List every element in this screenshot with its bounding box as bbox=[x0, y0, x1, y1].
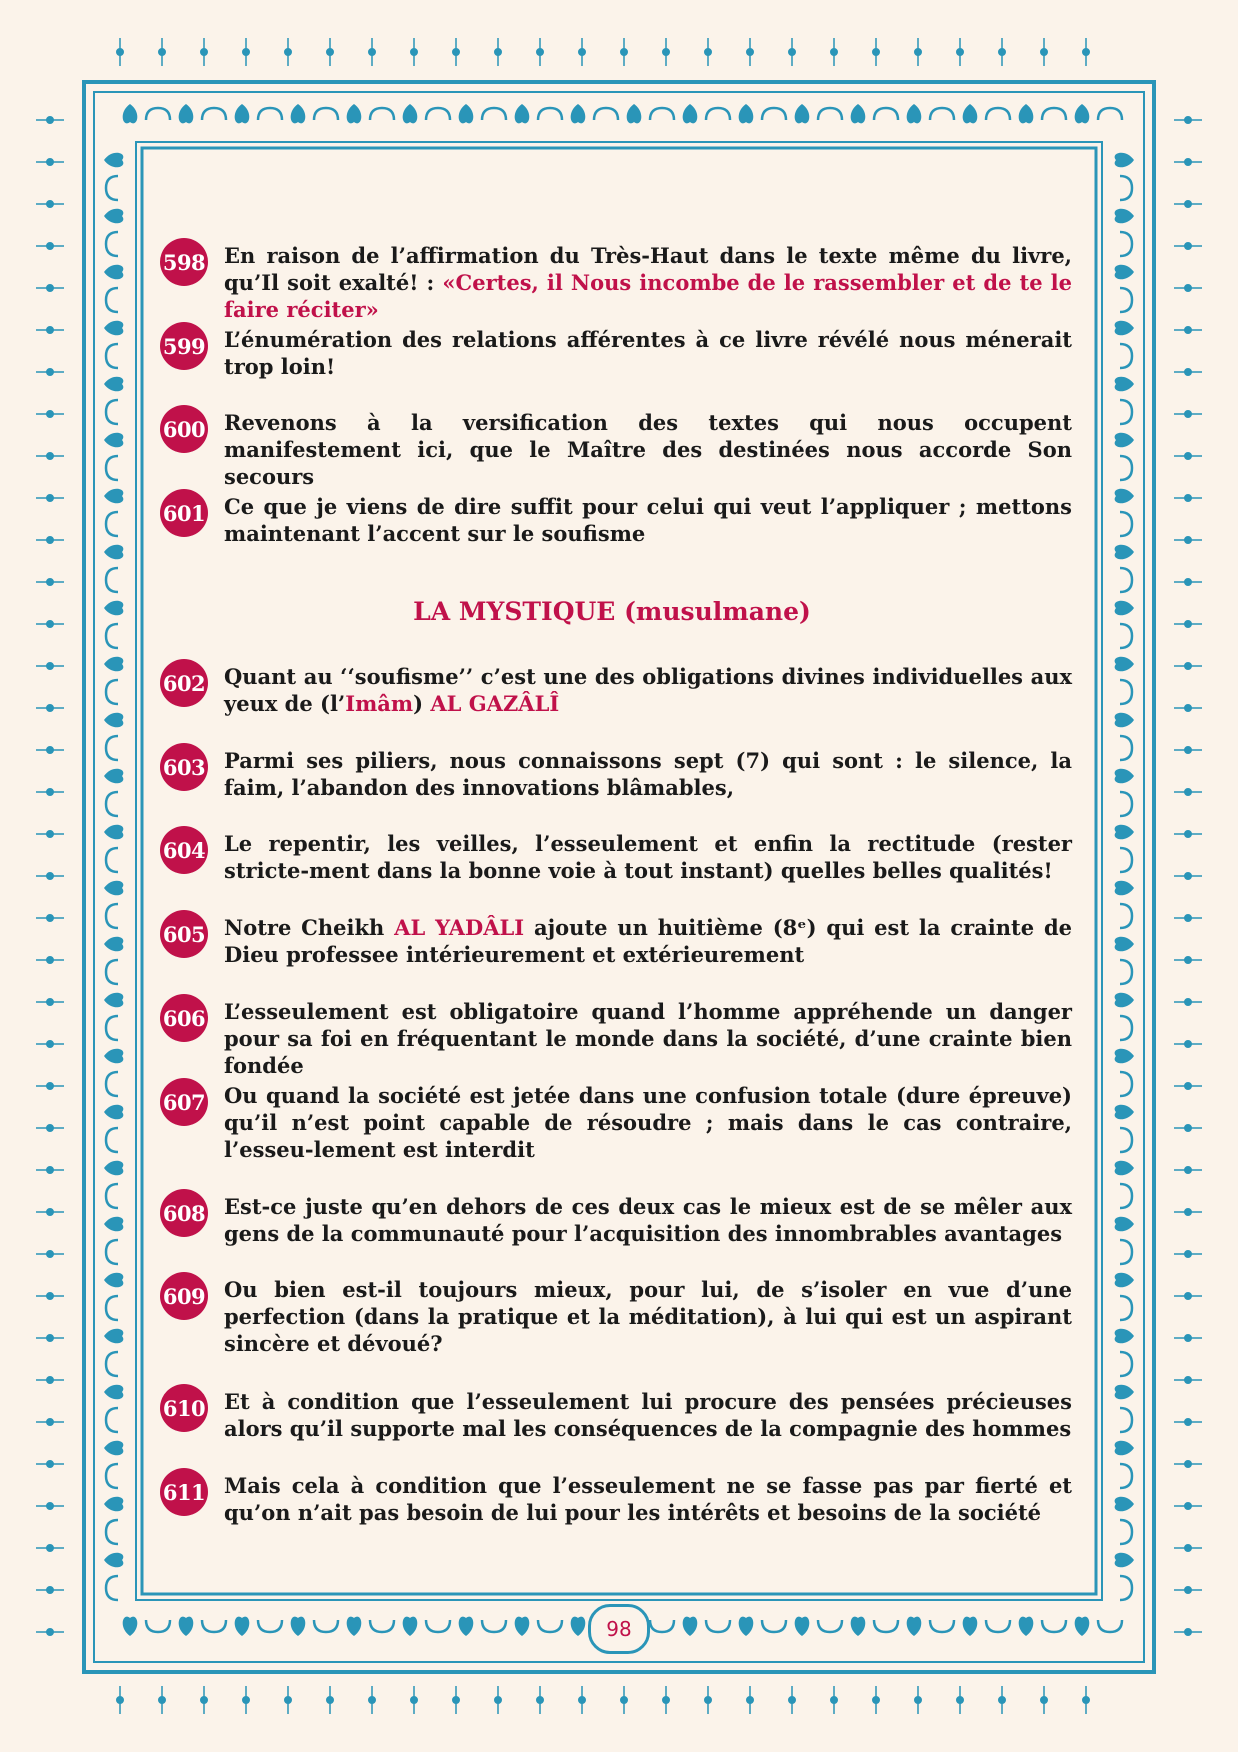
verse-text bbox=[224, 663, 1072, 717]
verse-text-part: ajoute un huitième (8ᵉ) qui est la crainte de Dieu professee intérieurement et extérieurement bbox=[224, 915, 1073, 967]
verse-text-part: L’esseulement est obligatoire quand l’homme appréhende un danger pour sa foi en fréquentant le monde dans la société, d’une crainte bien fondée bbox=[224, 999, 1072, 1078]
highlighted-text: «Certes, il Nous incombe de le rassembler et de te le faire réciter» bbox=[224, 270, 1073, 322]
verse-number-badge: 605 bbox=[160, 910, 208, 958]
verse-number-badge: 601 bbox=[160, 489, 208, 537]
verse-text bbox=[224, 1472, 1072, 1526]
verse-text bbox=[224, 326, 1072, 380]
verse-number-badge: 598 bbox=[160, 238, 208, 286]
verse-text bbox=[224, 242, 1072, 323]
verse-text bbox=[224, 914, 1072, 968]
verse-text-part: Ou bien est-il toujours mieux, pour lui, de s’isoler en vue d’une perfection (dans la pratique et la méditation), à lui qui est un aspirant sincère et dévoué? bbox=[224, 1277, 1072, 1356]
verse-text bbox=[224, 1193, 1072, 1247]
verse-number-badge: 602 bbox=[160, 659, 208, 707]
verse-number-badge: 611 bbox=[160, 1468, 208, 1516]
verse-text bbox=[224, 747, 1072, 801]
verse-text bbox=[224, 493, 1072, 547]
verse-text-part: Notre Cheikh bbox=[224, 915, 395, 940]
verse-text-part: L’énumération des relations afférentes à ce livre révélé nous ménerait trop loin! bbox=[224, 327, 1072, 379]
verse-number-badge: 609 bbox=[160, 1272, 208, 1320]
verse-text-part: Ce que je viens de dire suffit pour celui qui veut l’appliquer ; mettons maintenant l’accent sur le soufisme bbox=[224, 494, 1072, 546]
verse-text-part: En raison de l’affirmation du Très-Haut dans le texte même du livre, qu’Il soit exalté! : bbox=[224, 243, 1072, 295]
verse-text bbox=[224, 1388, 1072, 1442]
verse-text bbox=[224, 830, 1072, 884]
page-number: 98 bbox=[588, 1604, 650, 1654]
verse-text-part: Parmi ses piliers, nous connaissons sept (7) qui sont : le silence, la faim, l’abandon des innovations blâmables, bbox=[224, 748, 1072, 800]
section-title bbox=[152, 597, 1072, 626]
verse-text-part: Quant au ‘‘soufisme’’ c’est une des obligations divines individuelles aux yeux de (l’ bbox=[224, 664, 1072, 716]
verse-text-part: Ou quand la société est jetée dans une confusion totale (dure épreuve) qu’il n’est point capable de résoudre ; mais dans le cas contraire, l’esseu-lement est interdit bbox=[224, 1083, 1072, 1162]
page-content bbox=[152, 160, 1072, 1580]
verse-number-badge: 606 bbox=[160, 994, 208, 1042]
verse-text-part: Et à condition que l’esseulement lui procure des pensées précieuses alors qu’il supporte mal les conséquences de la compagnie des hommes bbox=[224, 1389, 1072, 1441]
verse-number-badge: 610 bbox=[160, 1384, 208, 1432]
verse-number-badge: 604 bbox=[160, 826, 208, 874]
verse-number-badge: 600 bbox=[160, 405, 208, 453]
verse-text-part: ) bbox=[413, 691, 431, 716]
verse-number-badge: 607 bbox=[160, 1078, 208, 1126]
verse-text-part: Le repentir, les veilles, l’esseulement et enfin la rectitude (rester stricte-ment dans la bonne voie à tout instant) quelles belles qualités! bbox=[224, 831, 1072, 883]
section-title-sub: (musulmane) bbox=[624, 597, 811, 626]
highlighted-text: Imâm bbox=[345, 691, 414, 716]
verse-text-part: Est-ce juste qu’en dehors de ces deux cas le mieux est de se mêler aux gens de la communauté pour l’acquisition des innombrables avantages bbox=[224, 1194, 1072, 1246]
verse-text-part: Mais cela à condition que l’esseulement ne se fasse pas par fierté et qu’on n’ait pas besoin de lui pour les intérêts et besoins de la société bbox=[224, 1473, 1072, 1525]
section-title-main: LA MYSTIQUE bbox=[413, 597, 616, 626]
verse-number-badge: 599 bbox=[160, 322, 208, 370]
verse-number-badge: 603 bbox=[160, 743, 208, 791]
verse-text bbox=[224, 409, 1072, 490]
highlighted-text: AL YADÂLI bbox=[394, 915, 525, 940]
verse-text bbox=[224, 1276, 1072, 1357]
verse-number-badge: 608 bbox=[160, 1189, 208, 1237]
verse-text bbox=[224, 1082, 1072, 1163]
verse-text-part: Revenons à la versification des textes qui nous occupent manifestement ici, que le Maître des destinées nous accorde Son secours bbox=[224, 410, 1072, 489]
highlighted-text: AL GAZÂLÎ bbox=[430, 691, 560, 716]
verse-text bbox=[224, 998, 1072, 1079]
